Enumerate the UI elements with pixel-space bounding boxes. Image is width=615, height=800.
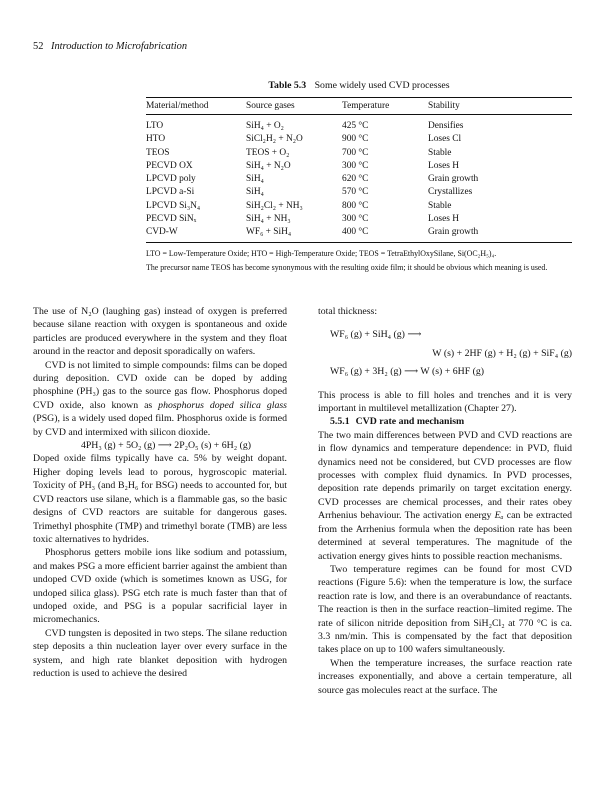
- cell-source-gases: SiH₄ + N₂O: [246, 160, 291, 171]
- table-row: [146, 226, 572, 243]
- cell-temperature: 400 °C: [342, 226, 428, 243]
- col-header-source-gases: Source gases: [246, 98, 342, 115]
- paragraph: Doped oxide films typically have ca. 5% by weight dopant. Higher doping levels lead to porous, hygroscopic material. Toxicity of PH₃ (and B₂H₆ for BSG) needs to accounted for, but CVD reactors use silane, which is a flammable gas, so the basic designs of CVD reactors are suitable for dangerous gases. Trimethyl phosphite (TMP) and trimethyl borate (TMB) are less toxic alternatives to hydrides.: [33, 453, 287, 545]
- paragraph: The use of N₂O (laughing gas) instead of oxygen is preferred because silane reaction with oxygen is spontaneous and oxide particles are produced everywhere in the system and they float around in the reactor and deposit sporadically on wafers.: [33, 306, 287, 358]
- cell-temperature: 900 °C: [342, 134, 369, 145]
- running-header: [33, 41, 187, 52]
- table-row: [146, 146, 572, 159]
- table-block: [146, 80, 572, 277]
- paragraph: [33, 359, 287, 439]
- cell-material: LPCVD Si₃N₄: [146, 200, 201, 211]
- col-header-temperature: Temperature: [342, 98, 428, 115]
- cell-stability: Loses Cl: [428, 134, 462, 145]
- cell-stability: Grain growth: [428, 226, 572, 243]
- paragraph: [318, 429, 572, 563]
- equation-psg: 4PH₃ (g) + 5O₂ (g) ⟶ 2P₂O₅ (s) + 6H₂ (g): [80, 440, 252, 452]
- paragraph: Two temperature regimes can be found for most CVD reactions (Figure 5.6): when the temperature is low, the surface reaction rate is low, and there is an overabundance of reactants. The reaction is then in the surface reaction–limited regime. The rate of silicon nitride deposition from SiH₂Cl₂ at 770 °C is ca. 3.3 nm/min. This is compensated by the fact that deposition takes place on up to 100 wafers simultaneously.: [318, 563, 572, 656]
- cell-source-gases: WF₆ + SiH₄: [246, 226, 342, 243]
- cell-source-gases: TEOS + O₂: [246, 147, 290, 158]
- paragraph: total thickness:: [318, 306, 378, 317]
- cell-stability: Grain growth: [428, 174, 479, 185]
- left-column: [33, 305, 287, 680]
- table-title: Some widely used CVD processes: [314, 80, 450, 91]
- cell-stability: Stable: [428, 200, 452, 211]
- table-row: [146, 213, 572, 226]
- cell-temperature: 300 °C: [342, 213, 369, 224]
- col-header-stability: Stability: [428, 98, 572, 115]
- table-header-row: [146, 98, 572, 115]
- cell-stability: Stable: [428, 147, 452, 158]
- table-row: [146, 173, 572, 186]
- paragraph: CVD tungsten is deposited in two steps. The silane reduction step deposits a thin nucleation layer over every surface in the system, and high rate blanket deposition with hydrogen reduction is used to achieve the desired: [33, 627, 287, 679]
- table-note-abbreviations: LTO = Low-Temperature Oxide; HTO = High-Temperature Oxide; TEOS = TetraEthylOxySilane, Si(OC₂H₅)₄.: [146, 249, 497, 259]
- table-notes: [146, 249, 572, 274]
- col-header-material: Material/method: [146, 98, 246, 115]
- paragraph: Phosphorus getters mobile ions like sodium and potassium, and makes PSG a more efficient barrier against the ambient than undoped CVD oxide (which is sometimes known as USG, for undoped silica glass). PSG etch rate is much faster than that of undoped oxide, and PSG is a popular sacrificial layer in micromechanics.: [33, 547, 287, 626]
- cell-material: TEOS: [146, 147, 170, 158]
- cell-material: PECVD OX: [146, 160, 193, 171]
- equation-tungsten-hydrogen: WF₆ (g) + 3H₂ (g) ⟶ W (s) + 6HF (g): [330, 366, 485, 378]
- cell-stability: Loses H: [428, 213, 459, 224]
- cell-temperature: 425 °C: [342, 121, 369, 131]
- table-row: [146, 160, 572, 173]
- cell-source-gases: SiH₄: [246, 174, 264, 185]
- cell-material: HTO: [146, 134, 166, 145]
- equation-tungsten-silane: WF₆ (g) + SiH₄ (g) ⟶: [330, 329, 422, 341]
- emphasized-term: phosphorus doped silica glass: [158, 399, 287, 411]
- table-note-teos: The precursor name TEOS has become synonymous with the resulting oxide film; it should be obvious which meaning is used.: [146, 262, 548, 272]
- text-run: CVD is not limited to simple compounds: films can be doped during deposition. CVD oxide can be doped by adding phosphine (PH₃) gas to the source gas flow. Phosphorus doped CVD oxide, also known as: [33, 359, 287, 411]
- cell-stability: Crystallizes: [428, 187, 473, 198]
- text-run: The two main differences between PVD and CVD reactions are in flow dynamics and temperature dependence: in PVD, fluid dynamics need not be considered, but CVD processes are flow processes with complex fluid dynamics. In PVD processes, deposition rate depends primarily on target excitation energy. CVD processes are chemical processes, and their rates obey Arrhenius behaviour. The activation energy: [318, 429, 572, 522]
- section-title: CVD rate and mechanism: [355, 416, 465, 428]
- cell-stability: Loses H: [428, 160, 459, 171]
- activation-energy-symbol: Eₐ: [494, 510, 504, 522]
- text-run: can be extracted from the Arrhenius formula when the deposition rate has been determined at several temperatures. The magnitude of the activation energy gives hints to possible reaction mechanisms.: [318, 510, 572, 562]
- paragraph: When the temperature increases, the surface reaction rate increases exponentially, and above a certain temperature, all source gas molecules react at the surface. The: [318, 657, 572, 696]
- cell-material: CVD-W: [146, 226, 246, 243]
- cell-source-gases: SiH₄ + NH₃: [246, 213, 291, 224]
- table-row: [146, 186, 572, 199]
- cell-stability: Densifies: [428, 121, 464, 131]
- cell-source-gases: SiH₂Cl₂ + NH₃: [246, 200, 303, 211]
- text-run: (PSG), is a widely used doped film. Phosphorus oxide is formed by CVD and intermixed with silicon dioxide.: [33, 413, 287, 438]
- cell-temperature: 800 °C: [342, 200, 369, 211]
- running-title: Introduction to Microfabrication: [51, 41, 188, 52]
- cell-material: LPCVD poly: [146, 174, 196, 185]
- table-row: [146, 115, 572, 134]
- cell-material: LTO: [146, 121, 164, 131]
- cell-material: PECVD SiNₓ: [146, 213, 197, 224]
- table-row: [146, 200, 572, 213]
- cell-temperature: 700 °C: [342, 147, 369, 158]
- paragraph: This process is able to fill holes and trenches and it is very important in multilevel metallization (Chapter 27).: [318, 389, 572, 415]
- cell-material: LPCVD a-Si: [146, 187, 195, 198]
- cell-source-gases: SiCl₂H₂ + N₂O: [246, 134, 303, 145]
- cell-source-gases: SiH₄: [246, 187, 264, 198]
- right-column: [318, 305, 572, 697]
- cvd-process-table: [146, 97, 572, 243]
- section-number: 5.5.1: [330, 416, 350, 428]
- cell-source-gases: SiH₄ + O₂: [246, 121, 284, 131]
- page-number: 52: [33, 41, 44, 52]
- table-row: [146, 133, 572, 146]
- table-caption: [146, 80, 572, 91]
- cell-temperature: 620 °C: [342, 174, 369, 185]
- equation-tungsten-silane-products: W (s) + 2HF (g) + H₂ (g) + SiF₄ (g): [432, 347, 572, 359]
- section-heading: [318, 415, 572, 428]
- table-label: Table 5.3: [268, 80, 307, 91]
- cell-temperature: 300 °C: [342, 160, 369, 171]
- cell-temperature: 570 °C: [342, 187, 369, 198]
